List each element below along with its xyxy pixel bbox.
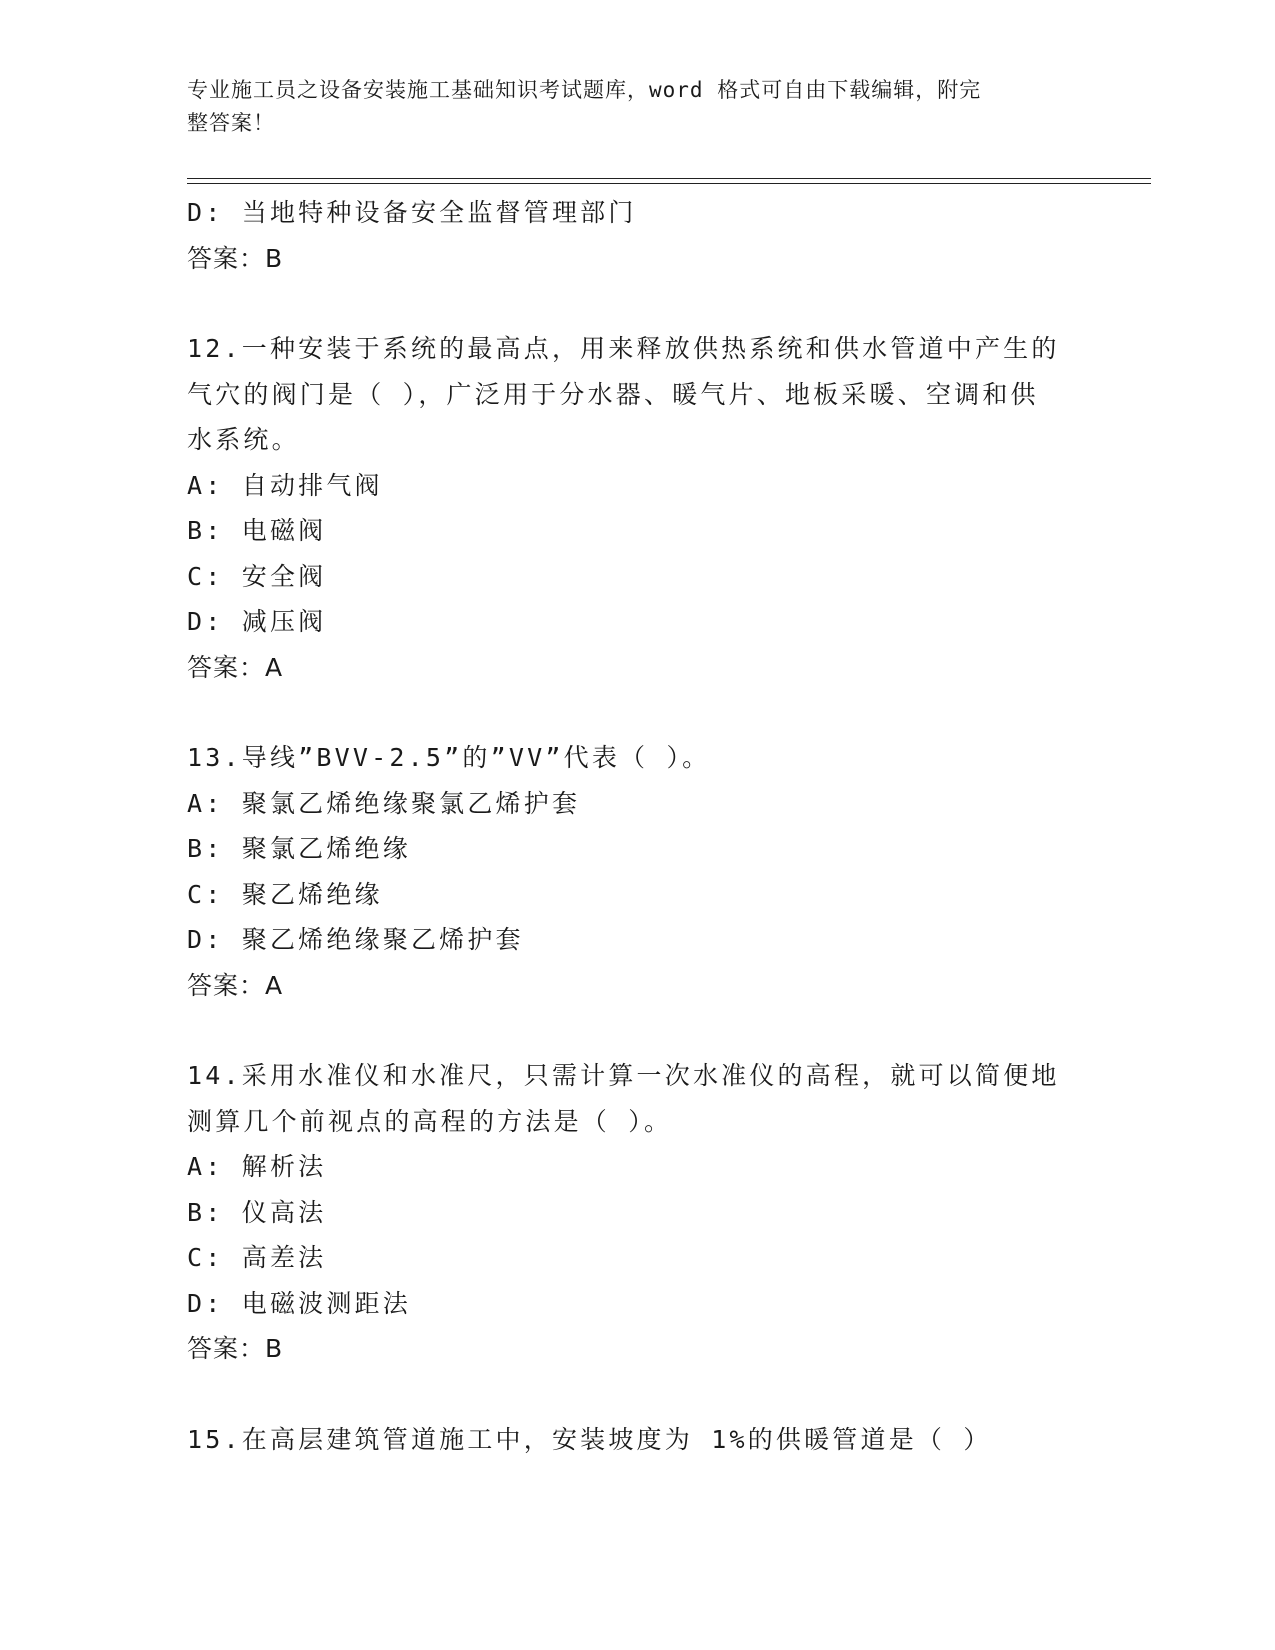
spacer xyxy=(187,1372,1087,1417)
question-15-line-1: 15.在高层建筑管道施工中，安装坡度为 1%的供暖管道是（ ） xyxy=(187,1424,992,1454)
question-12-answer: 答案：A xyxy=(187,652,284,682)
question-14-option-b: B: 仪高法 xyxy=(187,1197,327,1227)
question-14-option-c: C: 高差法 xyxy=(187,1243,327,1272)
document-header xyxy=(187,74,1067,140)
question-12-line-3: 水系统。 xyxy=(187,425,300,454)
header-rule-top xyxy=(187,178,1151,179)
question-14-answer: 答案：B xyxy=(187,1334,284,1363)
question-12-option-a: A: 自动排气阀 xyxy=(187,470,383,500)
question-12-option-b: B: 电磁阀 xyxy=(187,516,327,545)
question-13 xyxy=(187,735,1087,1008)
question-13-option-c: C: 聚乙烯绝缘 xyxy=(187,879,383,909)
spacer xyxy=(187,690,1087,735)
header-title-line-2: 整答案！ xyxy=(187,111,275,135)
question-14 xyxy=(187,1053,1087,1372)
question-14-option-d: D: 电磁波测距法 xyxy=(187,1288,411,1318)
header-rule-bottom xyxy=(187,183,1151,184)
header-title-line-1: 专业施工员之设备安装施工基础知识考试题库，word 格式可自由下载编辑，附完 xyxy=(187,78,982,102)
question-12-option-c: C: 安全阀 xyxy=(187,561,327,591)
question-15 xyxy=(187,1417,1087,1463)
question-14-line-2: 测算几个前视点的高程的方法是（ ）。 xyxy=(187,1106,673,1136)
prev-option-d: D: 当地特种设备安全监督管理部门 xyxy=(187,198,637,227)
question-12-line-2: 气穴的阀门是（ ），广泛用于分水器、暖气片、地板采暖、空调和供 xyxy=(187,379,1039,409)
question-13-line-1: 13.导线”BVV-2.5”的”VV”代表（ ）。 xyxy=(187,743,711,772)
question-14-line-1: 14.采用水准仪和水准尺，只需计算一次水准仪的高程，就可以简便地 xyxy=(187,1061,1060,1090)
question-13-option-b: B: 聚氯乙烯绝缘 xyxy=(187,834,411,863)
question-13-answer: 答案：A xyxy=(187,970,284,1000)
prev-answer: 答案：B xyxy=(187,243,284,273)
question-list xyxy=(187,190,1087,1462)
question-14-option-a: A: 解析法 xyxy=(187,1152,327,1181)
spacer xyxy=(187,1008,1087,1053)
question-13-option-d: D: 聚乙烯绝缘聚乙烯护套 xyxy=(187,925,524,954)
question-12 xyxy=(187,326,1087,690)
question-12-option-d: D: 减压阀 xyxy=(187,607,327,636)
question-13-option-a: A: 聚氯乙烯绝缘聚氯乙烯护套 xyxy=(187,788,581,818)
spacer xyxy=(187,281,1087,326)
question-12-line-1: 12.一种安装于系统的最高点，用来释放供热系统和供水管道中产生的 xyxy=(187,334,1060,363)
